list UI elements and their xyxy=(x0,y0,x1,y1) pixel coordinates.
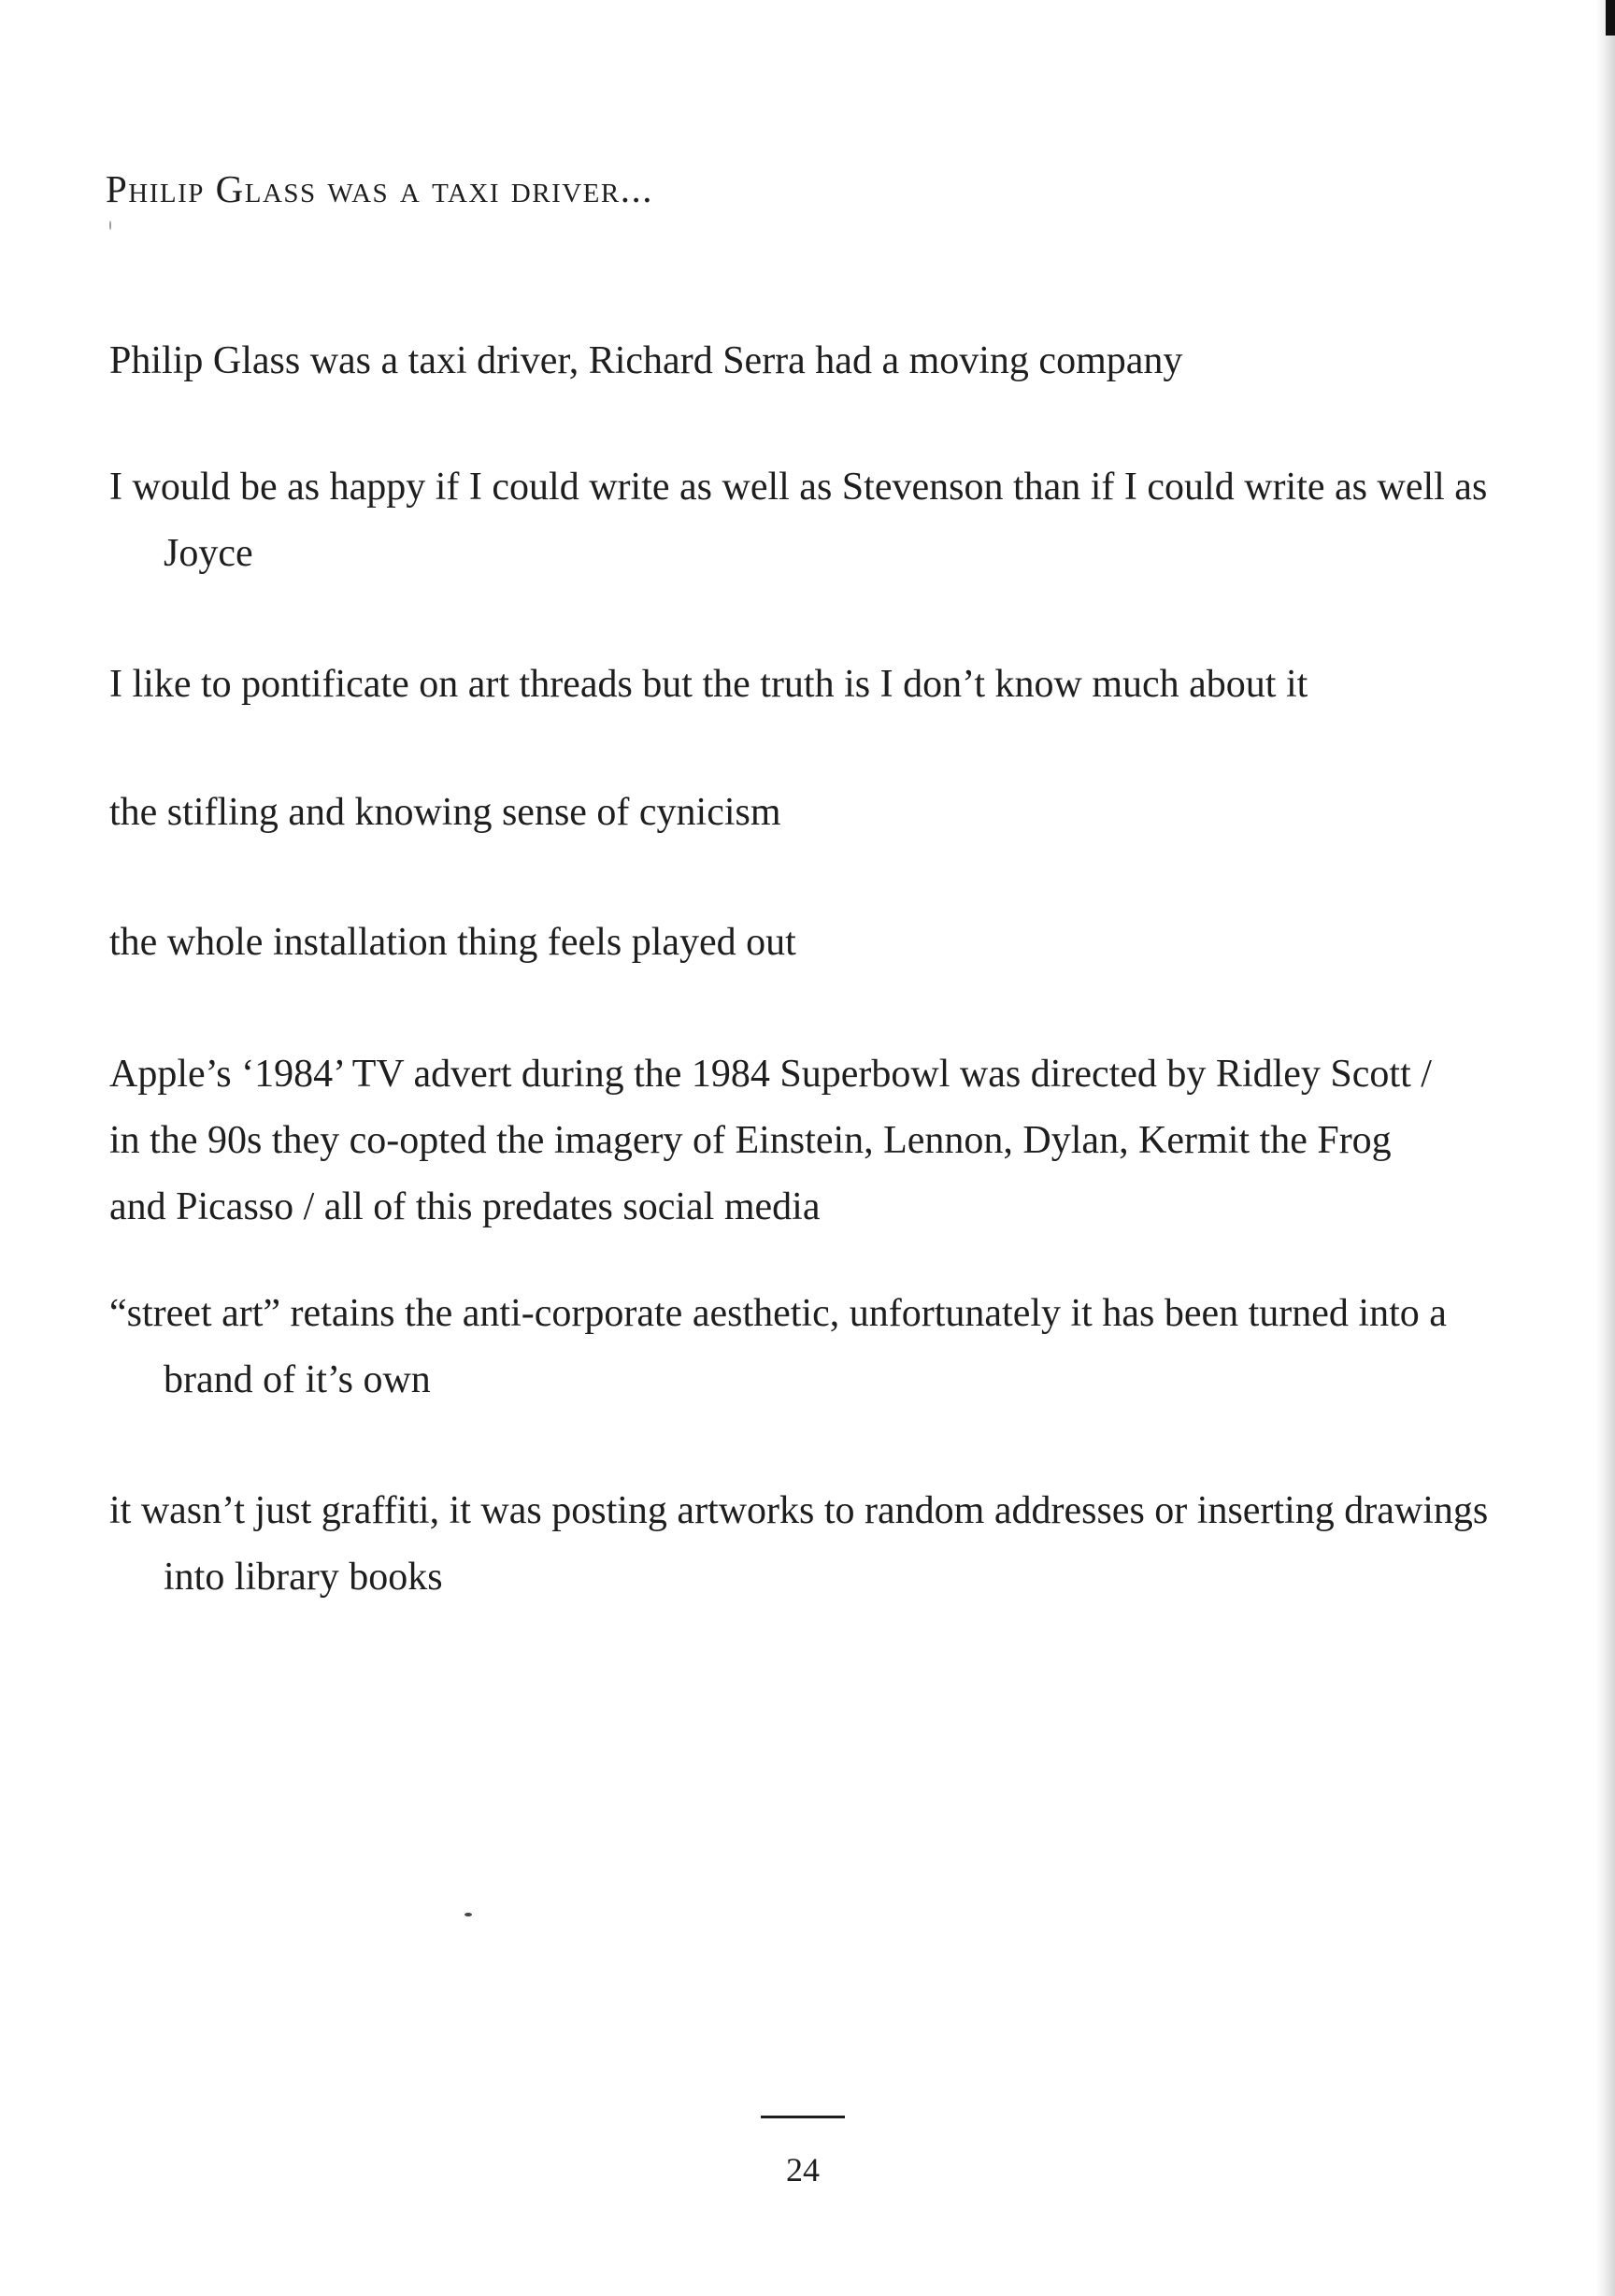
text-entry: I like to pontificate on art threads but the truth is I don’t know much about it xyxy=(109,663,1308,706)
page-edge-mark xyxy=(1606,0,1615,36)
page-number: 24 xyxy=(786,2151,820,2188)
page-edge-shadow xyxy=(1596,0,1615,2296)
text-entry: it wasn’t just graffiti, it was posting artworks to random addresses or inserting drawings into library books xyxy=(109,1489,1489,1599)
text-entry: I would be as happy if I could write as well as Stevenson than if I could write as well as Joyce xyxy=(109,466,1488,575)
text-entry: the stifling and knowing sense of cynicism xyxy=(109,791,781,834)
text-entry: the whole installation thing feels played out xyxy=(109,921,796,964)
scan-speck xyxy=(109,221,111,230)
text-entry: “street art” retains the anti-corporate aesthetic, unfortunately it has been turned into a brand of it’s own xyxy=(109,1292,1447,1401)
scan-speck xyxy=(464,1913,472,1916)
page-heading: Philip Glass was a taxi driver... xyxy=(106,167,653,210)
text-entry: Apple’s ‘1984’ TV advert during the 1984 Superbowl was directed by Ridley Scott / in the 90s they co-opted the imagery of Einstein, Lennon, Dylan, Kermit the Frog and Picasso / all of this predates social media xyxy=(109,1053,1432,1228)
page-number-rule xyxy=(761,2116,845,2118)
text-entry: Philip Glass was a taxi driver, Richard Serra had a moving company xyxy=(109,339,1183,382)
